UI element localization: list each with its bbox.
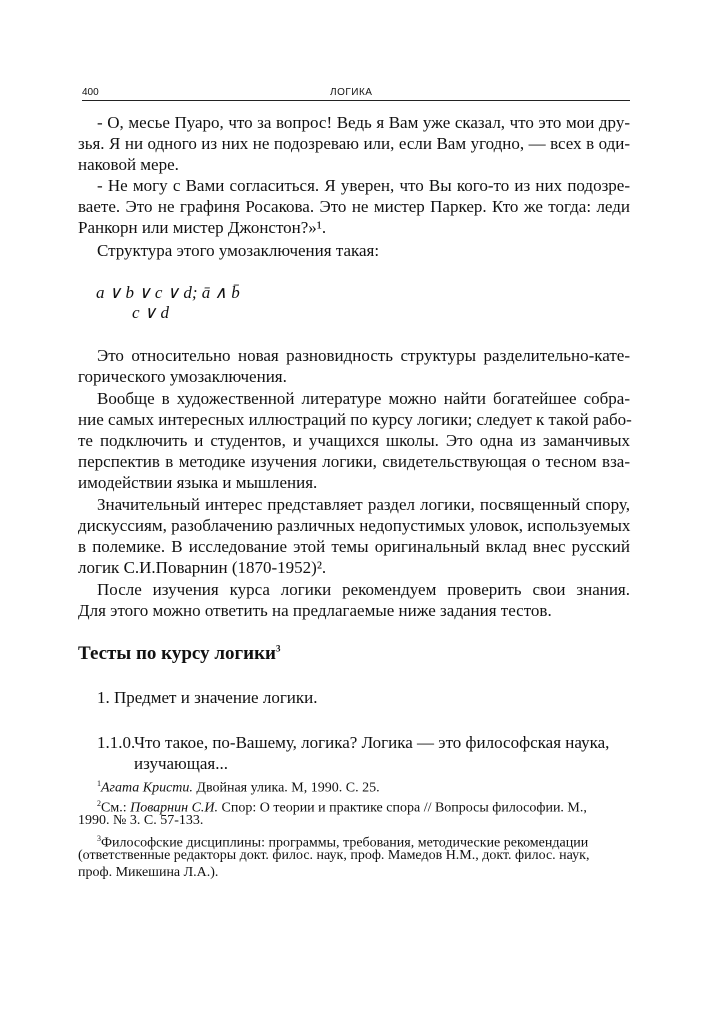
running-header	[82, 86, 630, 101]
running-title: ЛОГИКА	[330, 87, 373, 98]
paragraph-6-line-2: дискуссиям, разоблачению различных недопустимых уловок, используемых	[78, 516, 631, 535]
paragraph-7-line-2: Для этого можно ответить на предлагаемые ниже задания тестов.	[78, 601, 552, 620]
paragraph-7-line-1: После изучения курса логики рекомендуем проверить свои знания.	[97, 580, 630, 599]
footnote-2-line-2: 1990. № 3. С. 57-133.	[78, 813, 204, 828]
paragraph-1-line-2: зья. Я ни одного из них не подозреваю или, если Вам угодно, — всех в оди-	[78, 134, 630, 153]
paragraph-4-line-2: горического умозаключения.	[78, 367, 287, 386]
formula-premise: a ∨ b ∨ c ∨ d; ā ∧ b̄	[96, 283, 240, 302]
page-number: 400	[82, 87, 99, 98]
paragraph-2-line-2: ваете. Это не графиня Росакова. Это не мистер Паркер. Кто же тогда: леди	[78, 197, 630, 216]
paragraph-5-line-3: те подключить и студентов, и учащихся школы. Это одна из заманчивых	[78, 431, 630, 450]
footnote-3-mark: 3	[97, 834, 101, 843]
footnote-3-line-3: проф. Микешина Л.А.).	[78, 865, 219, 880]
paragraph-6-line-3: в полемике. В исследование этой темы оригинальный вклад внес русский	[78, 537, 630, 556]
footnote-1-mark: 1	[97, 779, 101, 788]
footnote-3-line-1: Философские дисциплины: программы, требования, методические рекомендации	[101, 835, 589, 851]
footnote-2-author: Поварнин С.И.	[130, 800, 219, 816]
paragraph-4-line-1: Это относительно новая разновидность структуры разделительно-кате-	[97, 346, 630, 365]
section-heading	[78, 643, 280, 665]
formula-conclusion: c ∨ d	[132, 303, 169, 322]
paragraph-1-line-1: - О, месье Пуаро, что за вопрос! Ведь я Вам уже сказал, что это мои дру-	[97, 113, 630, 132]
paragraph-3: Структура этого умозаключения такая:	[97, 241, 380, 260]
section-title: Тесты по курсу логики	[78, 643, 276, 664]
footnote-1-author: Агата Кристи.	[101, 780, 193, 796]
test-topic: 1. Предмет и значение логики.	[97, 688, 318, 707]
paragraph-2-line-1: - Не могу с Вами согласиться. Я уверен, что Вы кого-то из них подозре-	[97, 176, 630, 195]
footnote-2-text: Спор: О теории и практике спора // Вопросы философии. М.,	[218, 800, 587, 816]
footnote-2-mark: 2	[97, 799, 101, 808]
footnote-2-prefix: См.:	[101, 800, 131, 816]
paragraph-6-line-1: Значительный интерес представляет раздел логики, посвященный спору,	[97, 495, 630, 514]
section-footnote-mark: 3	[275, 643, 281, 654]
paragraph-5-line-4: перспектив в методике изучения логики, свидетельствующая о тесном вза-	[78, 452, 630, 471]
paragraph-2-line-3: Ранкорн или мистер Джонстон?»¹.	[78, 218, 327, 237]
paragraph-5-line-5: имодействии языка и мышления.	[78, 473, 318, 492]
test-item-number: 1.1.0.	[97, 733, 136, 752]
paragraph-5-line-2: ние самых интересных иллюстраций по курсу логики; следует к такой рабо-	[78, 410, 632, 429]
test-item-question: Что такое, по-Вашему, логика? Логика — это философская наука,	[134, 733, 610, 752]
test-item-question-cont: изучающая...	[134, 754, 228, 773]
paragraph-5-line-1: Вообще в художественной литературе можно найти богатейшее собра-	[97, 389, 630, 408]
paragraph-6-line-4: логик С.И.Поварнин (1870-1952)².	[78, 558, 327, 577]
footnote-1-text: Двойная улика. М, 1990. С. 25.	[192, 780, 380, 796]
footnote-1	[97, 775, 380, 797]
footnote-3-line-2: (ответственные редакторы докт. филос. наук, проф. Мамедов Н.М., докт. филос. наук,	[78, 848, 590, 863]
paragraph-1-line-3: наковой мере.	[78, 155, 179, 174]
